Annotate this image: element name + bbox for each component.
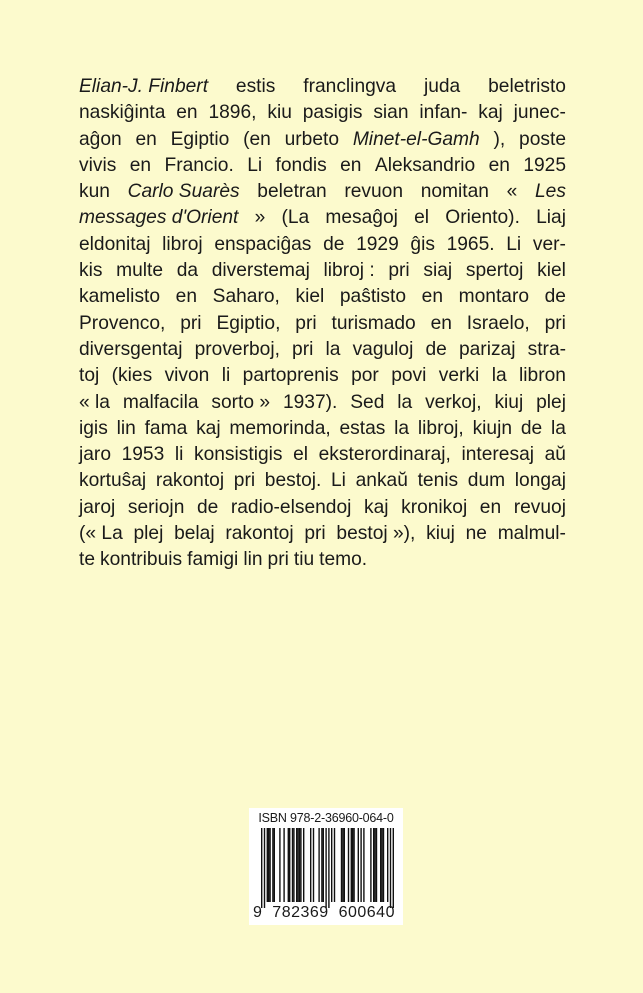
- isbn-label: ISBN 978-2-36960-064-0: [258, 811, 394, 825]
- word: partoprenis: [242, 365, 339, 387]
- italic-text: Les: [535, 181, 566, 203]
- text-line: [79, 127, 566, 153]
- barcode-bar: [381, 828, 382, 902]
- word: sian: [373, 102, 409, 124]
- barcode-bar: [353, 828, 354, 902]
- word: kaj: [478, 102, 503, 124]
- word: eksterordinaraj,: [318, 444, 451, 466]
- word: kronikoj: [401, 496, 468, 518]
- barcode-bar: [293, 828, 294, 902]
- word: Li: [331, 470, 346, 492]
- word: kun: [79, 181, 110, 203]
- word: kontribuis: [100, 549, 183, 571]
- barcode-bar: [360, 828, 361, 902]
- text-line: [79, 547, 566, 573]
- word: mesaĝoj: [325, 207, 398, 229]
- word: lin: [116, 417, 136, 439]
- word: tenis: [417, 470, 459, 492]
- word: el: [293, 444, 309, 466]
- word: Liaj: [536, 207, 566, 229]
- word: li: [221, 365, 231, 387]
- word: ),: [493, 128, 506, 150]
- text-line: [79, 390, 566, 416]
- text-line: [79, 468, 566, 494]
- word: (La: [281, 207, 310, 229]
- word: Li: [506, 233, 522, 255]
- barcode-bar: [393, 828, 394, 908]
- italic-text: Elian-J. Finbert: [79, 76, 209, 97]
- barcode-bar: [325, 828, 326, 908]
- isbn-barcode: [249, 808, 403, 925]
- word: memorinda,: [229, 417, 331, 439]
- word: kamelisto: [79, 286, 161, 308]
- word: Provenco,: [79, 312, 166, 334]
- word: Li: [247, 154, 263, 176]
- word: franclingva: [303, 76, 397, 97]
- word: famigi: [187, 549, 239, 571]
- word: plej: [536, 391, 566, 413]
- word: kiel: [295, 286, 325, 308]
- text-line: [79, 337, 566, 363]
- text-line: [79, 232, 566, 258]
- barcode-digits: 9 782369 600640: [253, 904, 395, 921]
- word: nomitan: [420, 181, 489, 203]
- word: la: [394, 417, 410, 439]
- barcode-bar: [279, 828, 280, 902]
- word: kiel: [537, 260, 566, 282]
- word: tiu: [293, 549, 315, 571]
- word: por: [351, 365, 379, 387]
- word: la: [491, 365, 507, 387]
- text-line: [79, 363, 566, 389]
- word: 1937).: [282, 391, 338, 413]
- word: 1953: [121, 444, 165, 466]
- text-line: [79, 205, 566, 231]
- word: ver-: [532, 233, 566, 255]
- word: 1965.: [446, 233, 495, 255]
- barcode-bar: [297, 828, 298, 902]
- word: siaj: [423, 260, 453, 282]
- word: plej: [133, 523, 164, 545]
- word: Egiptio,: [216, 312, 281, 334]
- word: kaj: [196, 417, 221, 439]
- word: kis: [79, 260, 103, 282]
- word: el: [414, 207, 430, 229]
- word: kortuŝaj: [79, 470, 147, 492]
- text-line: [79, 74, 566, 100]
- barcode-bar: [289, 828, 290, 902]
- word: paŝtisto: [339, 286, 407, 308]
- word: ne: [465, 523, 487, 545]
- word: pri: [304, 523, 326, 545]
- word: (kies: [111, 365, 153, 387]
- word: vivon: [164, 365, 210, 387]
- word: li: [174, 444, 184, 466]
- barcode-bar: [344, 828, 345, 902]
- barcode-bar: [328, 828, 329, 908]
- word: de: [520, 417, 543, 439]
- word: poste: [519, 128, 566, 150]
- word: stra-: [527, 338, 566, 360]
- word: 1929: [356, 233, 399, 255]
- text-line: [79, 153, 566, 179]
- barcode-bar: [341, 828, 342, 902]
- word: seriojn: [127, 496, 185, 518]
- word: de: [425, 338, 447, 360]
- word: libroj: [162, 233, 203, 255]
- word: pri: [295, 312, 317, 334]
- italic-text: Carlo Suarès: [127, 181, 240, 203]
- barcode-bar: [363, 828, 364, 902]
- word: Egiptio: [170, 128, 230, 150]
- barcode-bar: [323, 828, 324, 902]
- word: lin: [243, 549, 263, 571]
- word: toj: [79, 365, 100, 387]
- back-cover-description: [79, 74, 566, 574]
- word: montaro: [458, 286, 530, 308]
- word: en: [129, 154, 152, 176]
- barcode-bar: [348, 828, 349, 902]
- barcode-bar: [342, 828, 343, 902]
- barcode-bar: [376, 828, 377, 902]
- word: en: [430, 312, 452, 334]
- barcode-bar: [318, 828, 319, 902]
- word: turismado: [331, 312, 416, 334]
- word: urbeto: [284, 128, 340, 150]
- text-line: [79, 442, 566, 468]
- word: revuoj: [513, 496, 566, 518]
- word: en: [175, 286, 198, 308]
- word: enspaciĝas: [214, 233, 312, 255]
- word: libron: [519, 365, 566, 387]
- word: (en: [243, 128, 271, 150]
- text-line: [79, 495, 566, 521]
- barcode-bar: [358, 828, 359, 902]
- word: de: [196, 496, 219, 518]
- word: bestoj »),: [336, 523, 416, 545]
- word: Israelo,: [466, 312, 530, 334]
- word: juda: [423, 76, 461, 97]
- word: malmul-: [497, 523, 566, 545]
- word: spertoj: [465, 260, 524, 282]
- italic-text: Minet-el-Gamh: [352, 128, 480, 150]
- word: kiu: [267, 102, 292, 124]
- word: te: [79, 549, 96, 571]
- text-line: [79, 416, 566, 442]
- word: «: [506, 181, 518, 203]
- word: parizaj: [458, 338, 516, 360]
- barcode-bar: [390, 828, 391, 908]
- text-line: [79, 311, 566, 337]
- word: estis: [235, 76, 276, 97]
- barcode-bar: [288, 828, 289, 902]
- barcode-bar: [370, 828, 371, 902]
- word: pri: [233, 470, 256, 492]
- word: verki: [438, 365, 480, 387]
- barcode-bar: [292, 828, 293, 902]
- word: 1925: [523, 154, 566, 176]
- word: multe: [116, 260, 164, 282]
- barcode-bar: [351, 828, 352, 902]
- word: infan-: [419, 102, 468, 124]
- word: naskiĝinta: [79, 102, 166, 124]
- word: povi: [391, 365, 427, 387]
- barcode-bar: [264, 828, 265, 908]
- word: dum: [467, 470, 506, 492]
- word: verkoj,: [425, 391, 482, 413]
- word: pri: [180, 312, 202, 334]
- word: en: [135, 128, 157, 150]
- word: en: [479, 496, 502, 518]
- word: Sed: [350, 391, 385, 413]
- barcode-bar: [331, 828, 332, 902]
- word: de: [544, 286, 566, 308]
- word: ankaŭ: [355, 470, 408, 492]
- word: pasigis: [302, 102, 363, 124]
- word: pri: [267, 549, 289, 571]
- word: »: [254, 207, 266, 229]
- word: pri: [388, 260, 410, 282]
- word: libroj,: [417, 417, 464, 439]
- word: kaj: [363, 496, 389, 518]
- text-line: [79, 258, 566, 284]
- word: Aleksandrio: [374, 154, 476, 176]
- barcode-bar: [296, 828, 297, 902]
- word: estas: [339, 417, 386, 439]
- word: interesaj: [461, 444, 535, 466]
- word: jaro: [79, 444, 111, 466]
- word: junec-: [513, 102, 566, 124]
- word: temo.: [319, 549, 368, 571]
- word: rakontoj: [155, 470, 225, 492]
- word: pri: [292, 338, 314, 360]
- barcode-bar: [300, 828, 301, 902]
- text-line: [79, 521, 566, 547]
- barcode-bar: [334, 828, 335, 902]
- word: Francio.: [164, 154, 234, 176]
- word: rakontoj: [225, 523, 294, 545]
- word: longaj: [514, 470, 566, 492]
- barcode-bar: [299, 828, 300, 902]
- word: (« La: [79, 523, 123, 545]
- word: aĝon: [79, 128, 122, 150]
- word: konsistigis: [194, 444, 283, 466]
- word: kiuj: [426, 523, 455, 545]
- word: diverstemaj: [211, 260, 310, 282]
- word: jaroj: [79, 496, 116, 518]
- text-line: [79, 179, 566, 205]
- word: igis: [79, 417, 108, 439]
- barcode-bar: [269, 828, 270, 902]
- word: de: [323, 233, 345, 255]
- word: Oriento).: [445, 207, 520, 229]
- barcode-bar: [373, 828, 374, 902]
- barcode-bar: [268, 828, 269, 902]
- text-line: [79, 284, 566, 310]
- barcode-bar: [267, 828, 268, 902]
- barcode-bar: [283, 828, 284, 902]
- word: vaguloj: [352, 338, 414, 360]
- word: sorto »: [211, 391, 271, 413]
- word: malfacila: [122, 391, 199, 413]
- word: pri: [544, 312, 566, 334]
- word: Saharo,: [212, 286, 280, 308]
- word: en: [488, 154, 510, 176]
- barcode-bar: [303, 828, 304, 902]
- barcode-bar: [380, 828, 381, 902]
- barcode-bar: [321, 828, 322, 902]
- word: vivis: [79, 154, 117, 176]
- word: en: [176, 102, 198, 124]
- word: diversgentaj: [79, 338, 183, 360]
- barcode-bars: [257, 828, 397, 908]
- word: la: [550, 417, 566, 439]
- word: aŭ: [544, 444, 566, 466]
- barcode-bar: [310, 828, 311, 902]
- italic-text: messages d'Orient: [79, 207, 239, 229]
- word: da: [176, 260, 199, 282]
- word: eldonitaj: [79, 233, 151, 255]
- word: fondis: [275, 154, 327, 176]
- word: la: [325, 338, 341, 360]
- barcode-bar: [352, 828, 353, 902]
- word: radio-elsendoj: [230, 496, 352, 518]
- word: revuon: [344, 181, 403, 203]
- word: 1896,: [208, 102, 257, 124]
- word: « la: [79, 391, 110, 413]
- barcode-bar: [383, 828, 384, 902]
- word: ĝis: [410, 233, 435, 255]
- word: beletristo: [488, 76, 566, 97]
- word: beletran: [257, 181, 327, 203]
- barcode-bar: [274, 828, 275, 902]
- word: libroj :: [323, 260, 375, 282]
- text-line: [79, 100, 566, 126]
- barcode-bar: [261, 828, 262, 908]
- barcode-bar: [374, 828, 375, 902]
- barcode-bar: [313, 828, 314, 902]
- word: bestoj.: [264, 470, 322, 492]
- word: en: [421, 286, 443, 308]
- barcode-bar: [272, 828, 273, 902]
- barcode-bar: [387, 828, 388, 902]
- word: kiujn: [472, 417, 513, 439]
- word: la: [397, 391, 413, 413]
- word: en: [340, 154, 362, 176]
- word: belaj: [174, 523, 215, 545]
- word: fama: [144, 417, 188, 439]
- word: proverboj,: [194, 338, 280, 360]
- word: kiuj: [494, 391, 524, 413]
